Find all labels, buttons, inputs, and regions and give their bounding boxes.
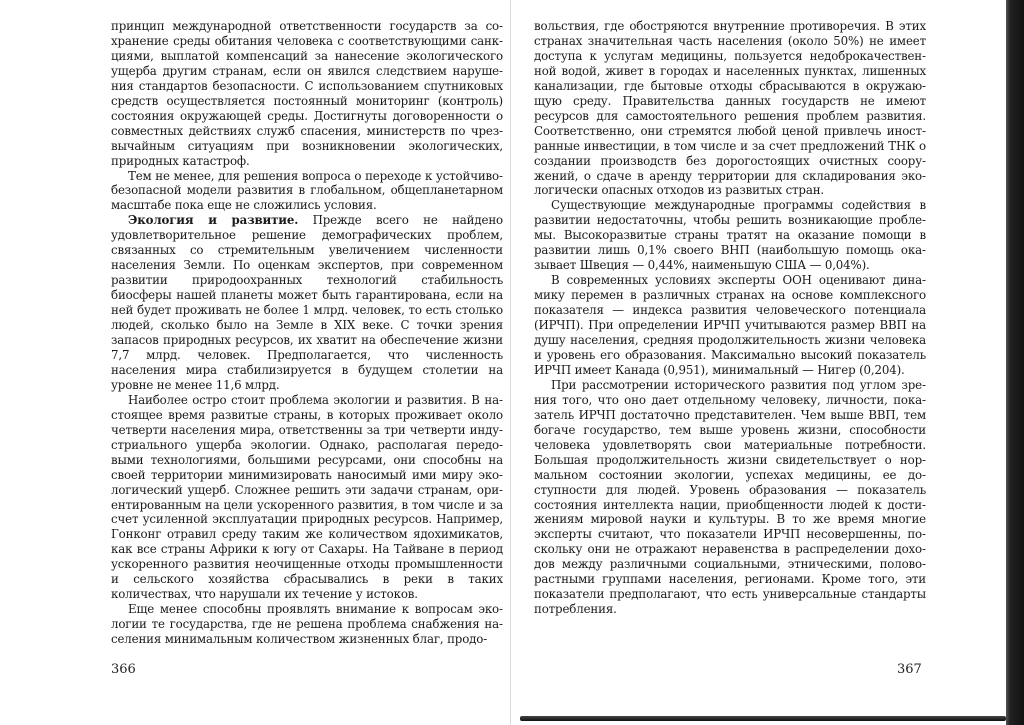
- right-paragraph-1: вольствия, где обостряются внутренние противоречия. В этих странах значительная часть населения (около 50%) не имеет доступа к услугам медицины, пользуется недоброкачественной водой, живет в городах и населенных пунктах, лишенных канализации, где бытовые отходы сбрасываются в окружающую среду. Правительства данных государств не имеют ресурсов для самостоятельного решения проблем развития. Соответственно, они стремятся любой ценой привлечь иностранные инвестиции, в том числе и за счет предложений ТНК о создании производств без дорогостоящих очистных сооружений, о сдаче в аренду территории для складирования экологически опасных отходов из развитых стран.: [534, 19, 926, 198]
- page-number-left: 366: [111, 662, 136, 677]
- left-paragraph-3-body: Прежде всего не найдено удовлетворительное решение демографических проблем, связанных со стремительным увеличением численности населения Земли. По оценкам экспертов, при современном развитии природоохранных технологий стабильность биосферы нашей планеты может быть гарантирована, если на ней будет проживать не более 1 млрд. человек, то есть столько людей, сколько было на Земле в XIX веке. С точки зрения запасов природных ресурсов, их хватит на обеспечение жизни 7,7 млрд. человек. Предполагается, что численность населения мира стабилизируется в будущем столетии на уровне не менее 11,6 млрд.: [111, 213, 503, 392]
- left-paragraph-2: Тем не менее, для решения вопроса о переходе к устойчивобезопасной модели развития в глобальном, общепланетарном масштабе пока еще не сложились условия.: [111, 168, 503, 213]
- left-paragraph-3: [111, 213, 503, 392]
- page-number-right: 367: [897, 662, 922, 677]
- left-paragraph-5: Еще менее способны проявлять внимание к вопросам экологии те государства, где не решена проблема снабжения населения минимальным количеством жизненных благ, продо-: [111, 602, 503, 647]
- left-paragraph-1: принцип международной ответственности государств за сохранение среды обитания человека с соответствующими санкциями, выплатой компенсаций за нанесение экологического ущерба другим странам, если он явился следствием нарушения стандартов безопасности. С использованием спутниковых средств осуществляется постоянный мониторинг (контроль) состояния окружающей среды. Достигнуты договоренности о совместных действиях служб спасения, министерств по чрезвычайным ситуациям при возникновении экологических, природных катастроф.: [111, 19, 503, 168]
- section-heading-ecology-development: Экология и развитие.: [128, 213, 299, 228]
- right-page-text: [534, 19, 926, 617]
- left-page-text: [111, 19, 503, 647]
- scan-page-edge-shadow: [1006, 0, 1024, 725]
- book-gutter: [510, 0, 511, 725]
- right-paragraph-4: При рассмотрении исторического развития под углом зрения того, что оно дает отдельному человеку, личности, показатель ИРЧП достаточно представителен. Чем выше ВВП, тем богаче государство, тем выше уровень жизни, способности человека удовлетворять свои материальные потребности. Большая продолжительность жизни свидетельствует о нормальном состоянии экологии, успехах медицины, ее доступности для людей. Уровень образования — показатель состояния интеллекта нации, приобщенности людей к достижениям мировой науки и культуры. В то же время многие эксперты считают, что показатели ИРЧП несовершенны, поскольку они не отражают неравенства в распределении доходов между различными социальными, этническими, половорастными группами населения, регионами. Кроме того, эти показатели предполагают, что есть универсальные стандарты потребления.: [534, 377, 926, 617]
- right-paragraph-2: Существующие международные программы содействия в развитии недостаточны, чтобы решить возникающие проблемы. Высокоразвитые страны тратят на оказание помощи в развитии лишь 0,1% своего ВНП (наибольшую помощь оказывает Швеция — 0,44%, наименьшую США — 0,04%).: [534, 198, 926, 273]
- scan-bottom-shadow: [520, 716, 1006, 721]
- left-paragraph-4: Наиболее остро стоит проблема экологии и развития. В настоящее время развитые страны, в которых проживает около четверти населения мира, ответственны за три четверти индустриального ущерба экологии. Однако, располагая передовыми технологиями, большими ресурсами, они способны на своей территории минимизировать наносимый ими миру экологический ущерб. Сложнее решить эти задачи странам, ориентированным на цели ускоренного развития, в том числе и за счет усиленной эксплуатации природных ресурсов. Например, Гонконг отравил среду таким же количеством ядохимикатов, как все страны Африки к югу от Сахары. На Тайване в период ускоренного развития неочищенные отходы промышленности и сельского хозяйства сбрасывались в реки в таких количествах, что нарушали их течение у истоков.: [111, 392, 503, 602]
- right-paragraph-3: В современных условиях эксперты ООН оценивают динамику перемен в различных странах на основе комплексного показателя — индекса развития человеческого потенциала (ИРЧП). При определении ИРЧП учитываются размер ВВП на душу населения, средняя продолжительность жизни человека и уровень его образования. Максимально высокий показатель ИРЧП имеет Канада (0,951), минимальный — Нигер (0,204).: [534, 273, 926, 377]
